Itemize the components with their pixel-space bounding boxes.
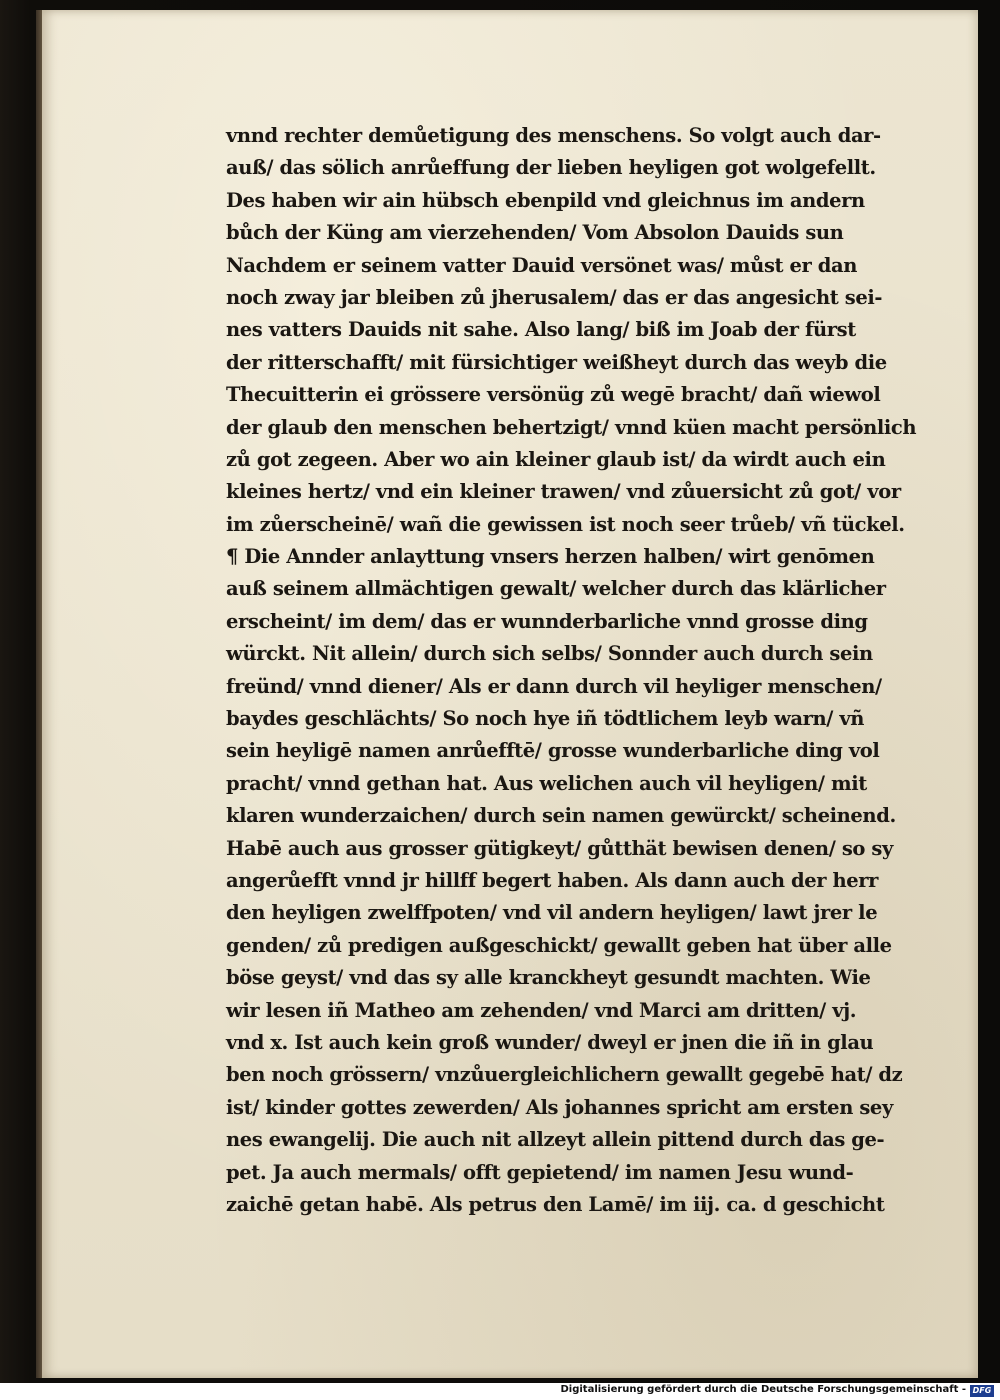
text-line: vnd x. Ist auch kein groß wunder/ dweyl er jnen die iñ in glau [226, 1030, 874, 1054]
text-line: auß seinem allmächtigen gewalt/ welcher durch das klärlicher [226, 577, 886, 601]
text-line: ¶ Die Annder anlayttung vnsers herzen halben/ wirt genōmen [226, 545, 875, 569]
text-line: zů got zegeen. Aber wo ain kleiner glaub ist/ da wirdt auch ein [226, 447, 886, 471]
text-line: sein heyligē namen anrůefftē/ grosse wunderbarliche ding vol [226, 739, 880, 763]
text-line: noch zway jar bleiben zů jherusalem/ das er das angesicht sei- [226, 285, 883, 309]
text-line: würckt. Nit allein/ durch sich selbs/ Sonnder auch durch sein [226, 642, 873, 666]
text-line: ben noch grössern/ vnzůuergleichlichern gewallt gegebē hat/ dz [226, 1063, 903, 1087]
text-line: Habē auch aus grosser gütigkeyt/ gůtthät bewisen denen/ so sy [226, 836, 893, 860]
text-line: pet. Ja auch mermals/ offt gepietend/ im namen Jesu wund- [226, 1160, 854, 1184]
text-line: genden/ zů predigen außgeschickt/ gewallt geben hat über alle [226, 933, 892, 957]
dfg-logo: DFG [970, 1385, 994, 1397]
text-line: auß/ das sölich anrůeffung der lieben heyligen got wolgefellt. [226, 156, 876, 180]
text-line: bůch der Küng am vierzehenden/ Vom Absolon Dauids sun [226, 221, 844, 245]
text-line: nes vatters Dauids nit sahe. Also lang/ biß im Joab der fürst [226, 318, 856, 342]
text-line: nes ewangelij. Die auch nit allzeyt allein pittend durch das ge- [226, 1128, 885, 1152]
text-line: kleines hertz/ vnd ein kleiner trawen/ vnd zůuersicht zů got/ vor [226, 480, 901, 504]
text-line: angerůefft vnnd jr hillff begert haben. Als dann auch der herr [226, 868, 879, 892]
text-line: freünd/ vnnd diener/ Als er dann durch vil heyliger menschen/ [226, 674, 882, 698]
text-line: vnnd rechter demůetigung des menschens. So volgt auch dar- [226, 124, 881, 147]
text-line: böse geyst/ vnd das sy alle kranckheyt gesundt machten. Wie [226, 966, 871, 990]
text-line: wir lesen iñ Matheo am zehenden/ vnd Marci am dritten/ vj. [226, 998, 857, 1022]
text-line: im zůerscheinē/ wañ die gewissen ist noch seer trůeb/ vñ tückel. [226, 512, 905, 536]
text-line: der ritterschafft/ mit fürsichtiger weißheyt durch das weyb die [226, 350, 887, 374]
text-line: Nachdem er seinem vatter Dauid versönet was/ můst er dan [226, 253, 858, 277]
text-line: Des haben wir ain hübsch ebenpild vnd gleichnus im andern [226, 188, 865, 212]
digitization-credit: Digitalisierung gefördert durch die Deutsche Forschungsgemeinschaft - [560, 1384, 966, 1395]
text-line: ist/ kinder gottes zewerden/ Als johannes spricht am ersten sey [226, 1095, 893, 1119]
text-line: pracht/ vnnd gethan hat. Aus welichen auch vil heyligen/ mit [226, 771, 867, 795]
text-line: Thecuitterin ei grössere versönüg zů wegē bracht/ dañ wiewol [226, 383, 881, 407]
text-line: erscheint/ im dem/ das er wunnderbarliche vnnd grosse ding [226, 609, 868, 633]
text-line: baydes geschlächts/ So noch hye iñ tödtlichem leyb warn/ vñ [226, 707, 865, 731]
text-line: der glaub den menschen behertzigt/ vnnd küen macht persönlich [226, 415, 917, 439]
text-line: den heyligen zwelffpoten/ vnd vil andern heyligen/ lawt jrer le [226, 901, 878, 925]
text-line: klaren wunderzaichen/ durch sein namen gewürckt/ scheinend. [226, 804, 896, 828]
text-line: zaichē getan habē. Als petrus den Lamē/ im iij. ca. d geschicht [226, 1192, 885, 1216]
page-text-block [226, 120, 916, 1221]
